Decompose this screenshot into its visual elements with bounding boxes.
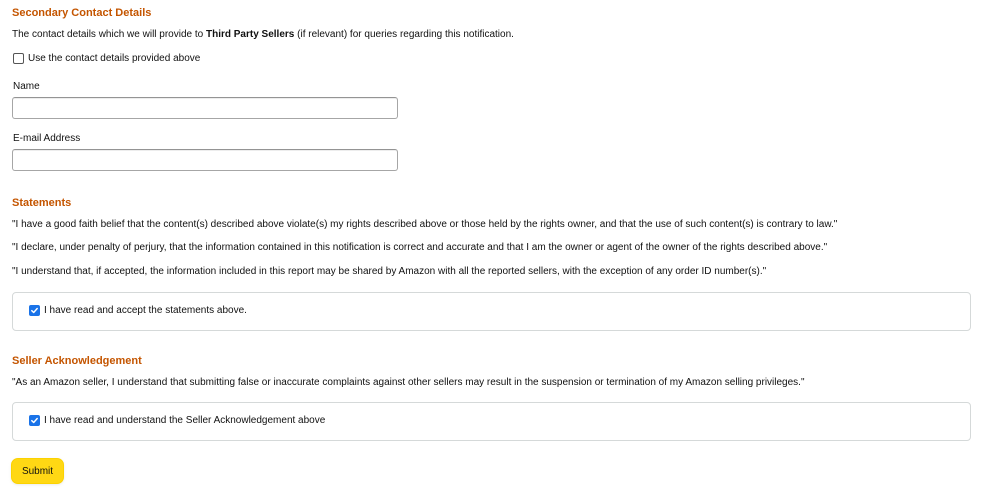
email-label: E-mail Address (13, 133, 81, 144)
use-above-checkbox[interactable] (13, 53, 24, 64)
seller-ack-title: Seller Acknowledgement (12, 355, 142, 367)
description-prefix: The contact details which we will provide to (12, 29, 206, 40)
description-suffix: (if relevant) for queries regarding this notification. (294, 29, 514, 40)
statements-accept-label: I have read and accept the statements above. (44, 305, 247, 316)
submit-button[interactable]: Submit (11, 458, 64, 484)
name-input[interactable] (12, 97, 398, 119)
use-above-checkbox-row[interactable] (13, 53, 200, 64)
statement-item: "I understand that, if accepted, the information included in this report may be shared by Amazon with all the reported sellers, with the exception of any order ID number(s)." (12, 266, 767, 277)
secondary-contact-title: Secondary Contact Details (12, 7, 152, 19)
statements-accept-row[interactable] (29, 305, 247, 316)
description-bold: Third Party Sellers (205, 29, 295, 40)
seller-ack-accept-row[interactable] (29, 415, 325, 426)
use-above-label: Use the contact details provided above (28, 53, 201, 64)
statement-item: "I declare, under penalty of perjury, that the information contained in this notification is correct and accurate and that I am the owner or agent of the owner of the rights described above." (12, 242, 828, 253)
seller-ack-accept-label: I have read and understand the Seller Acknowledgement above (44, 415, 326, 426)
checkmark-icon (30, 306, 39, 315)
secondary-contact-description (12, 29, 514, 40)
statement-item: "I have a good faith belief that the content(s) described above violate(s) my rights described above or those held by the rights owner, and that the use of such content(s) is contrary to law." (12, 219, 838, 230)
email-input[interactable] (12, 149, 398, 171)
statements-accept-checkbox[interactable] (29, 305, 40, 316)
seller-ack-accept-checkbox[interactable] (29, 415, 40, 426)
statements-accept-box (12, 292, 971, 331)
name-label: Name (13, 81, 40, 92)
seller-ack-accept-box (12, 402, 971, 441)
seller-ack-text: "As an Amazon seller, I understand that submitting false or inaccurate complaints against other sellers may result in the suspension or termination of my Amazon selling privileges." (12, 377, 805, 388)
statements-title: Statements (12, 197, 72, 209)
checkmark-icon (30, 416, 39, 425)
